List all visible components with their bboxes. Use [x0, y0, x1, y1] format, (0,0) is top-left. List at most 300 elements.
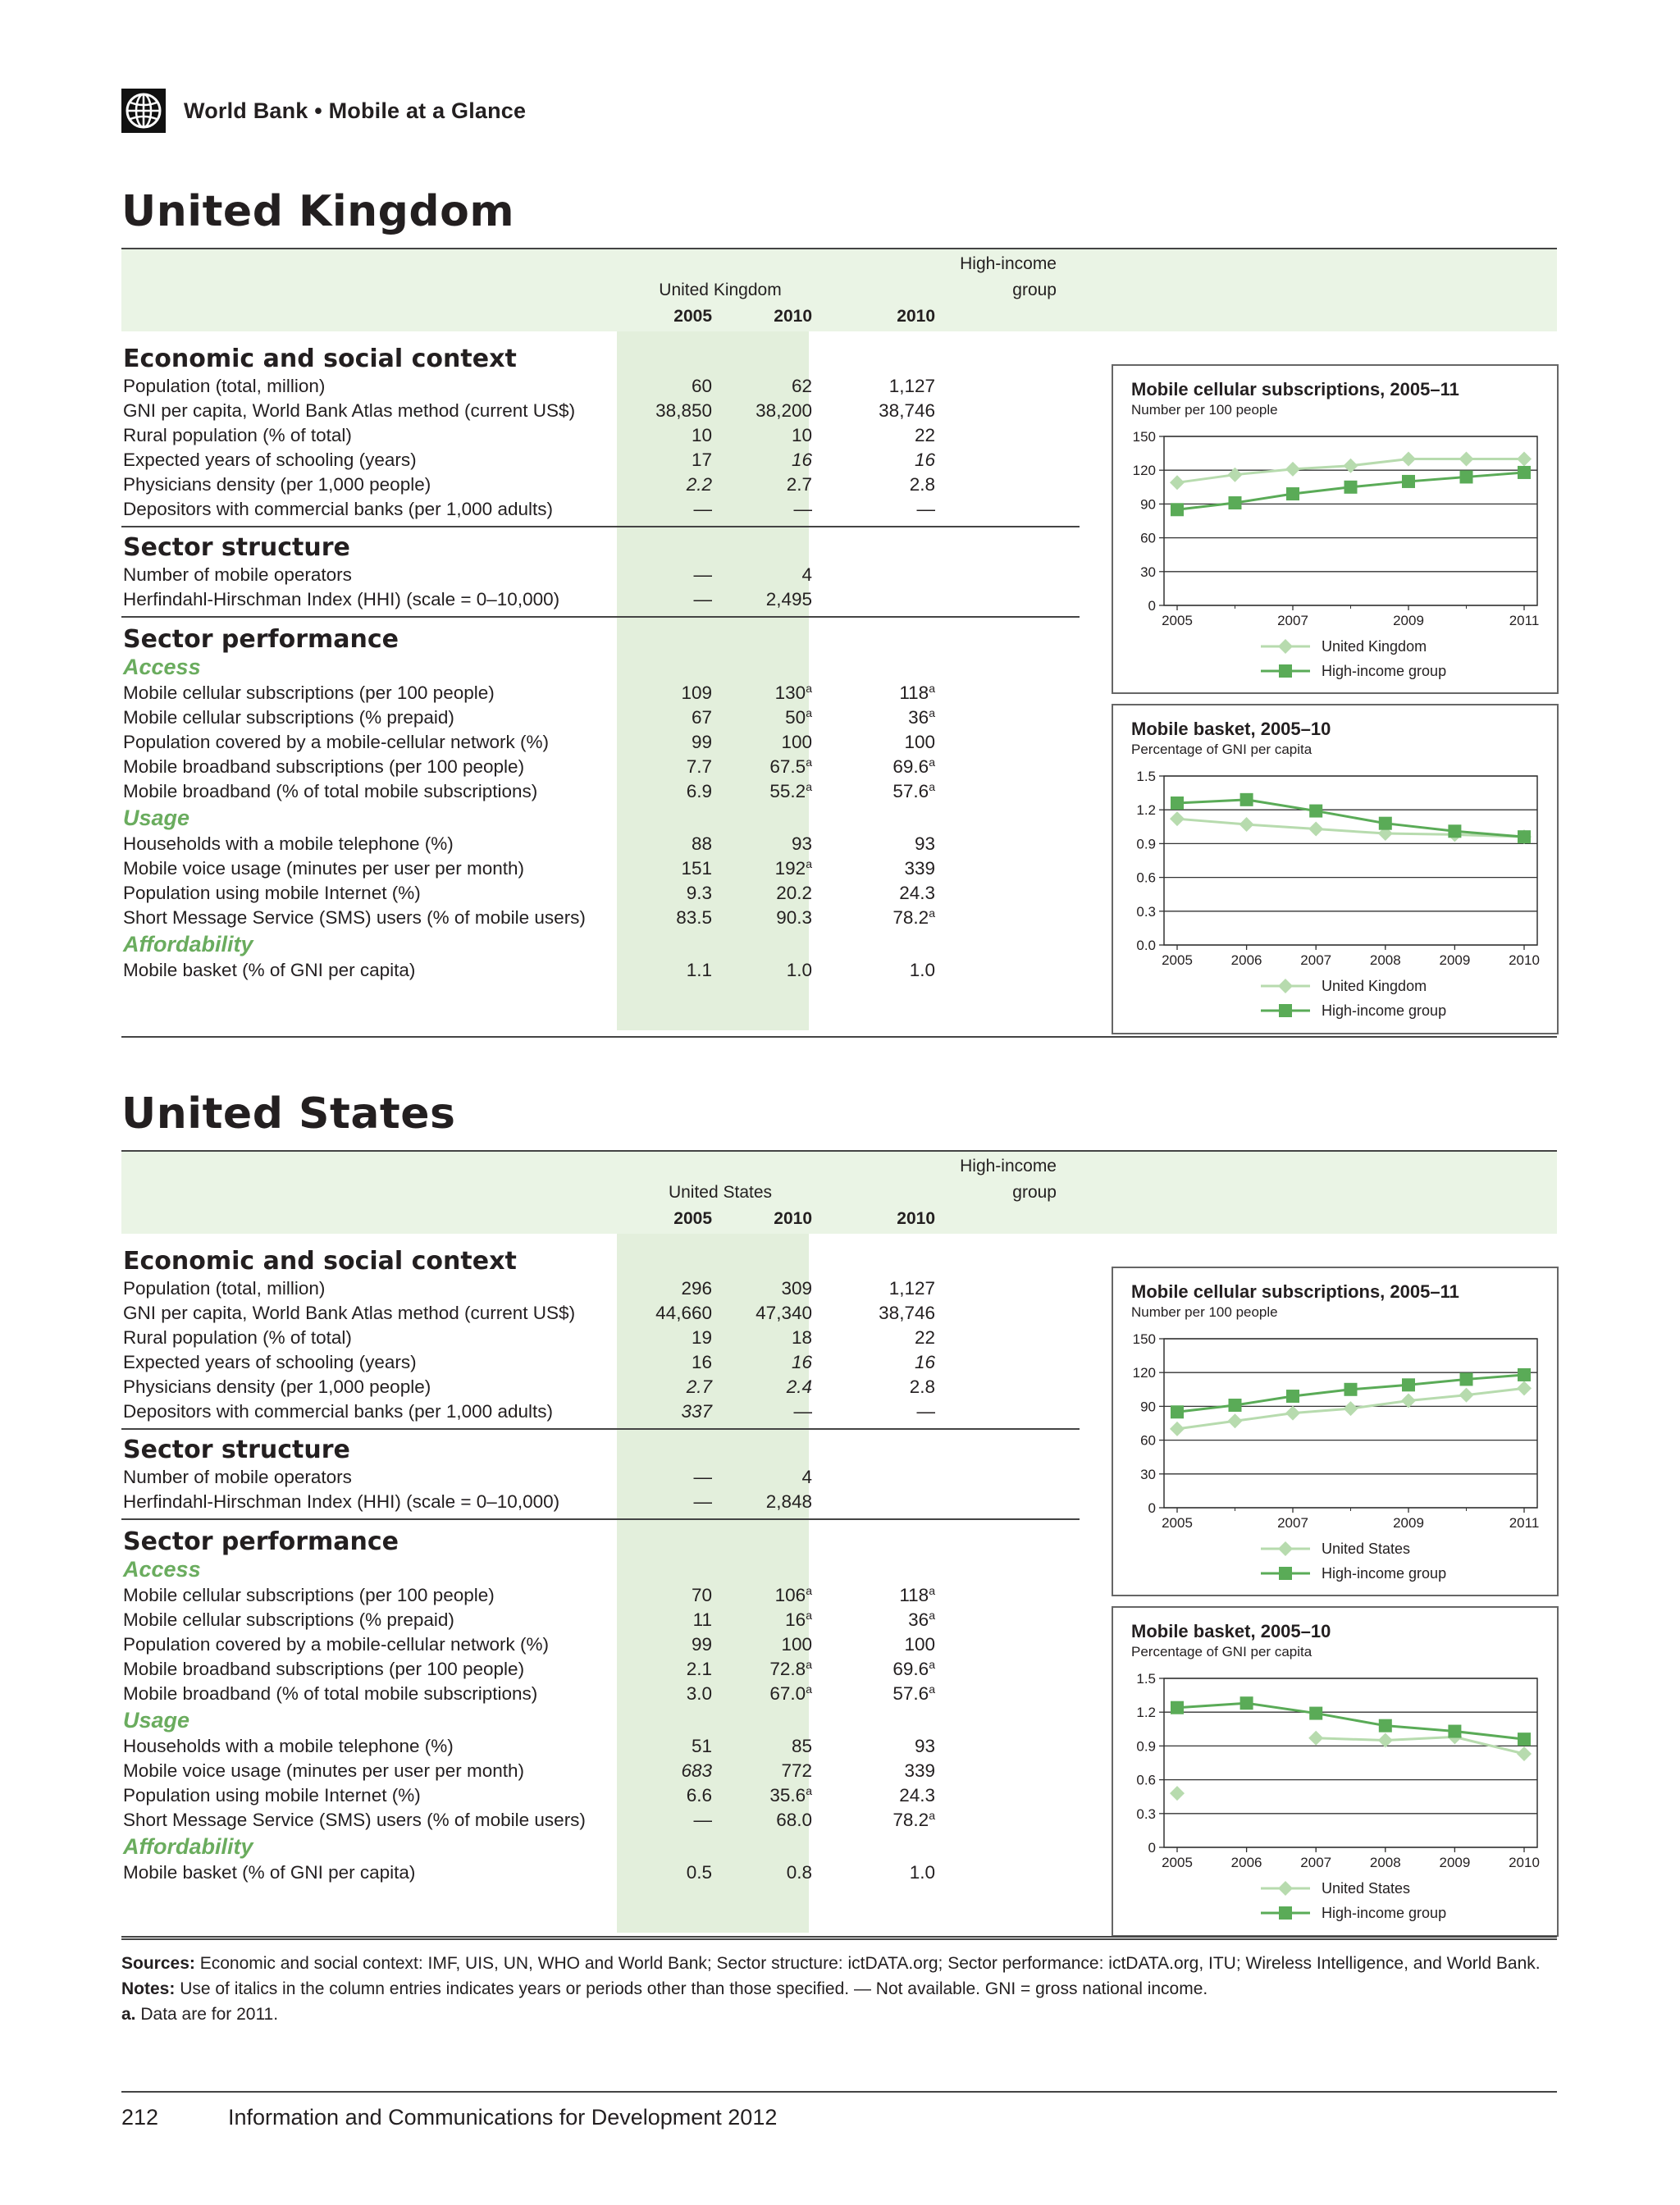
table-row	[121, 1759, 1081, 1783]
value-text: 106	[774, 1585, 806, 1605]
value-text: 0.5	[686, 1862, 712, 1883]
value-text: 339	[904, 858, 935, 879]
row-label: Rural population (% of total)	[123, 425, 352, 445]
sources-label: Sources:	[121, 1954, 195, 1973]
section-title-economic: Economic and social context	[123, 1247, 517, 1276]
row-value-v1	[614, 1860, 712, 1885]
row-value-v3	[837, 1860, 935, 1885]
data-point-diamond	[1170, 475, 1185, 490]
data-point-diamond	[1459, 451, 1474, 466]
section-rule	[121, 616, 1080, 618]
row-value-v1	[614, 1808, 712, 1833]
value-text: 67	[691, 707, 712, 728]
value-text: 2.4	[786, 1376, 812, 1397]
row-value-v2	[714, 1465, 812, 1490]
footnote-a-marker: a	[806, 1584, 812, 1597]
footnote-a-marker: a	[929, 1682, 935, 1696]
row-value-v2	[714, 1326, 812, 1350]
value-text: 24.3	[899, 1785, 935, 1806]
data-point-square	[1344, 481, 1358, 494]
row-value-v1	[614, 563, 712, 587]
row-label: Population covered by a mobile-cellular network (%)	[123, 732, 549, 752]
row-value-v1	[614, 779, 712, 804]
footnote-a-marker: a	[929, 1809, 935, 1822]
value-text: 70	[691, 1585, 712, 1605]
row-value-v1	[614, 423, 712, 448]
value-text: 99	[691, 732, 712, 752]
value-text: 100	[781, 732, 812, 752]
y-tick-label: 1.2	[1136, 802, 1156, 819]
row-value-v3	[837, 1375, 935, 1399]
series-line-2	[1177, 1703, 1524, 1739]
footnote-a-marker: a	[806, 857, 812, 870]
row-value-v1	[614, 1759, 712, 1783]
data-point-diamond	[1308, 822, 1323, 837]
row-label: Mobile broadband subscriptions (per 100 people)	[123, 756, 525, 777]
value-text: 772	[781, 1760, 812, 1781]
data-point-square	[1402, 475, 1415, 488]
y-tick-label: 0.9	[1136, 1738, 1156, 1755]
column-year-2: 2010	[774, 307, 812, 326]
legend-label: High-income group	[1322, 663, 1447, 679]
row-value-v3	[837, 881, 935, 906]
value-text: —	[693, 1810, 712, 1830]
row-value-v2	[714, 705, 812, 730]
row-value-v2	[714, 1350, 812, 1375]
x-tick-label: 2009	[1393, 613, 1424, 628]
x-tick-label: 2010	[1509, 952, 1540, 968]
data-point-diamond	[1285, 462, 1300, 477]
row-value-v1	[614, 1276, 712, 1301]
data-point-diamond	[1228, 1413, 1243, 1428]
value-text: 16	[691, 1352, 712, 1372]
table-row	[121, 1276, 1081, 1301]
chart-title: Mobile cellular subscriptions, 2005–11	[1131, 379, 1459, 399]
row-value-v3	[837, 1734, 935, 1759]
footnote-a-marker: a	[929, 780, 935, 793]
footnote-a-marker: a	[929, 906, 935, 920]
row-value-v1	[614, 1783, 712, 1808]
y-tick-label: 150	[1132, 1331, 1156, 1347]
row-value-v2	[714, 472, 812, 497]
value-text: 67.0	[769, 1683, 806, 1704]
value-text: 309	[781, 1278, 812, 1299]
table-row	[121, 779, 1081, 804]
row-value-v2	[714, 881, 812, 906]
chart-subtitle: Number per 100 people	[1131, 1304, 1278, 1320]
legend-diamond-icon	[1278, 979, 1293, 993]
row-value-v1	[614, 681, 712, 705]
row-value-v3	[837, 472, 935, 497]
table-row	[121, 755, 1081, 779]
header-title: World Bank • Mobile at a Glance	[184, 98, 527, 123]
row-value-v1	[614, 1632, 712, 1657]
value-text: 24.3	[899, 883, 935, 903]
chart-subtitle: Percentage of GNI per capita	[1131, 1644, 1312, 1659]
value-text: —	[916, 1401, 935, 1422]
data-point-square	[1286, 487, 1299, 500]
country-column-label: United Kingdom	[659, 281, 782, 299]
footnote-a-text: Data are for 2011.	[140, 2005, 279, 2024]
footnote-a-marker: a	[806, 1784, 812, 1797]
chart-subtitle: Number per 100 people	[1131, 402, 1278, 418]
chart-plot	[1113, 1608, 1557, 1935]
notes-text: Use of italics in the column entries indicates years or periods other than those specified. — Not available. GNI = gross national income.	[180, 1979, 1208, 1998]
value-text: 99	[691, 1634, 712, 1655]
footer-rule-top	[121, 1936, 1557, 1938]
row-value-v2	[714, 1657, 812, 1682]
data-point-diamond	[1170, 811, 1185, 826]
row-label: Physicians density (per 1,000 people)	[123, 474, 431, 495]
column-year-1: 2005	[673, 307, 712, 326]
value-text: 2,495	[765, 589, 812, 609]
value-text: 19	[691, 1327, 712, 1348]
x-tick-label: 2005	[1162, 613, 1193, 628]
table-row	[121, 1465, 1081, 1490]
x-tick-label: 2007	[1300, 952, 1332, 968]
y-tick-label: 150	[1132, 429, 1156, 445]
group-label: group	[1012, 1183, 1057, 1202]
table-row	[121, 1608, 1081, 1632]
table-row	[121, 1350, 1081, 1375]
table-row	[121, 563, 1081, 587]
value-text: 38,200	[756, 400, 812, 421]
data-point-square	[1171, 1701, 1184, 1714]
row-label: Number of mobile operators	[123, 1467, 352, 1487]
row-value-v1	[614, 374, 712, 399]
row-value-v3	[837, 832, 935, 856]
table-row	[121, 1860, 1081, 1885]
row-value-v1	[614, 1657, 712, 1682]
table-row	[121, 906, 1081, 930]
page-header	[121, 89, 526, 133]
table-row	[121, 705, 1081, 730]
value-text: 17	[691, 450, 712, 470]
value-text: 118	[899, 682, 929, 703]
footnote-a-marker: a	[929, 1584, 935, 1597]
value-text: 3.0	[686, 1683, 712, 1704]
row-value-v2	[714, 1490, 812, 1514]
data-point-square	[1171, 503, 1184, 516]
row-value-v2	[714, 399, 812, 423]
country-column-label: United States	[668, 1183, 773, 1202]
section-rule	[121, 1428, 1080, 1430]
row-value-v1	[614, 472, 712, 497]
data-point-diamond	[1517, 1746, 1532, 1761]
high-income-label: High-income	[960, 254, 1057, 273]
section-title-economic: Economic and social context	[123, 345, 517, 373]
row-value-v3	[837, 399, 935, 423]
value-text: 6.9	[686, 781, 712, 801]
row-label: Rural population (% of total)	[123, 1327, 352, 1348]
block-bottom-rule	[121, 1938, 1557, 1940]
row-label: Households with a mobile telephone (%)	[123, 1736, 454, 1756]
value-text: 2.1	[686, 1659, 712, 1679]
y-tick-label: 1.2	[1136, 1705, 1156, 1721]
y-tick-label: 0.6	[1136, 870, 1156, 886]
value-text: 67.5	[769, 756, 806, 777]
table-row	[121, 1783, 1081, 1808]
value-text: 1.0	[909, 960, 935, 980]
row-value-v2	[714, 1608, 812, 1632]
data-point-square	[1518, 466, 1531, 479]
data-point-square	[1460, 1372, 1473, 1386]
row-label: Expected years of schooling (years)	[123, 1352, 417, 1372]
value-text: 2,848	[765, 1491, 812, 1512]
row-value-v1	[614, 1490, 712, 1514]
subsection-affordability: Affordability	[123, 932, 253, 956]
chart-plot	[1113, 1268, 1557, 1595]
value-text: 192	[774, 858, 806, 879]
row-value-v1	[614, 832, 712, 856]
row-label: Mobile voice usage (minutes per user per month)	[123, 858, 524, 879]
row-label: Population using mobile Internet (%)	[123, 1785, 421, 1806]
table-row	[121, 958, 1081, 983]
row-label: Short Message Service (SMS) users (% of mobile users)	[123, 907, 586, 928]
subscriptions-chart	[1112, 364, 1559, 694]
data-point-square	[1229, 1399, 1242, 1412]
value-text: 16	[914, 1352, 935, 1372]
value-text: 16	[914, 450, 935, 470]
column-year-3: 2010	[897, 307, 935, 326]
x-tick-label: 2005	[1162, 952, 1193, 968]
x-tick-label: 2008	[1369, 952, 1401, 968]
row-value-v3	[837, 423, 935, 448]
value-text: 38,746	[879, 400, 935, 421]
data-point-square	[1448, 1725, 1461, 1738]
value-text: 16	[791, 450, 812, 470]
row-value-v3	[837, 1682, 935, 1706]
x-tick-label: 2009	[1439, 1855, 1471, 1870]
row-value-v1	[614, 448, 712, 472]
table-row	[121, 1375, 1081, 1399]
data-point-diamond	[1517, 451, 1532, 466]
data-point-square	[1309, 805, 1322, 818]
value-text: 90.3	[776, 907, 812, 928]
subsection-usage: Usage	[123, 806, 190, 830]
row-value-v3	[837, 755, 935, 779]
row-value-v1	[614, 705, 712, 730]
row-value-v3	[837, 730, 935, 755]
value-text: 10	[791, 425, 812, 445]
data-point-square	[1460, 470, 1473, 483]
row-value-v2	[714, 1276, 812, 1301]
value-text: 78.2	[892, 907, 929, 928]
y-tick-label: 120	[1132, 1365, 1156, 1381]
data-point-diamond	[1344, 459, 1358, 473]
row-value-v1	[614, 1326, 712, 1350]
value-text: 78.2	[892, 1810, 929, 1830]
data-point-square	[1518, 830, 1531, 843]
row-label: Mobile broadband (% of total mobile subscriptions)	[123, 1683, 538, 1704]
row-label: Population (total, million)	[123, 376, 326, 396]
footnote-a-marker: a	[806, 1658, 812, 1671]
data-point-square	[1518, 1368, 1531, 1381]
value-text: 9.3	[686, 883, 712, 903]
y-tick-label: 0.6	[1136, 1772, 1156, 1788]
row-value-v1	[614, 755, 712, 779]
row-label: Mobile broadband subscriptions (per 100 people)	[123, 1659, 525, 1679]
mobile-basket-chart	[1112, 1606, 1559, 1937]
table-row	[121, 856, 1081, 881]
table-row	[121, 1734, 1081, 1759]
subscriptions-chart	[1112, 1267, 1559, 1596]
value-text: 7.7	[686, 756, 712, 777]
subsection-access: Access	[123, 1557, 201, 1582]
value-text: 44,660	[655, 1303, 712, 1323]
row-label: Number of mobile operators	[123, 564, 352, 585]
data-point-diamond	[1459, 1388, 1474, 1403]
table-row	[121, 423, 1081, 448]
value-text: 51	[691, 1736, 712, 1756]
row-value-v2	[714, 779, 812, 804]
data-point-square	[1240, 793, 1253, 806]
chart-title: Mobile basket, 2005–10	[1131, 719, 1331, 739]
row-value-v3	[837, 906, 935, 930]
value-text: 69.6	[892, 756, 929, 777]
value-text: —	[693, 1491, 712, 1512]
row-value-v3	[837, 958, 935, 983]
value-text: 10	[691, 425, 712, 445]
value-text: 6.6	[686, 1785, 712, 1806]
chart-title: Mobile basket, 2005–10	[1131, 1621, 1331, 1641]
value-text: 57.6	[892, 1683, 929, 1704]
subsection-affordability: Affordability	[123, 1834, 253, 1859]
row-label: Population covered by a mobile-cellular network (%)	[123, 1634, 549, 1655]
row-value-v3	[837, 779, 935, 804]
page-number: 212	[121, 2105, 159, 2130]
row-value-v1	[614, 730, 712, 755]
footnote-a-label: a.	[121, 2005, 136, 2024]
row-value-v3	[837, 1608, 935, 1632]
data-point-diamond	[1401, 451, 1416, 466]
section-title-structure: Sector structure	[123, 1436, 350, 1464]
chart-title: Mobile cellular subscriptions, 2005–11	[1131, 1281, 1459, 1302]
value-text: 2.7	[786, 474, 812, 495]
mobile-basket-chart	[1112, 704, 1559, 1034]
row-label: Population using mobile Internet (%)	[123, 883, 421, 903]
value-text: 18	[791, 1327, 812, 1348]
value-text: 1.0	[786, 960, 812, 980]
data-point-square	[1309, 1707, 1322, 1720]
value-text: 151	[681, 858, 712, 879]
table-row	[121, 1399, 1081, 1424]
value-text: 20.2	[776, 883, 812, 903]
x-tick-label: 2009	[1439, 952, 1471, 968]
row-value-v1	[614, 587, 712, 612]
value-text: 36	[908, 1609, 929, 1630]
row-value-v1	[614, 1399, 712, 1424]
value-text: —	[693, 1467, 712, 1487]
footer-rule-bottom	[121, 2091, 1557, 2093]
y-tick-label: 0.3	[1136, 903, 1156, 920]
chart-plot	[1113, 366, 1557, 692]
y-tick-label: 0.3	[1136, 1806, 1156, 1822]
country-title: United States	[121, 1089, 456, 1139]
y-tick-label: 0	[1148, 1840, 1156, 1856]
row-label: Mobile cellular subscriptions (per 100 people)	[123, 682, 495, 703]
table-row	[121, 1301, 1081, 1326]
section-title-structure: Sector structure	[123, 533, 350, 562]
value-text: 683	[681, 1760, 712, 1781]
x-tick-label: 2007	[1277, 1515, 1308, 1531]
country-block	[121, 187, 1557, 1040]
data-point-square	[1518, 1732, 1531, 1746]
footer-notes	[121, 1951, 1557, 2027]
legend-diamond-icon	[1278, 1541, 1293, 1556]
value-text: 55.2	[769, 781, 806, 801]
value-text: 35.6	[769, 1785, 806, 1806]
row-value-v1	[614, 958, 712, 983]
x-tick-label: 2005	[1162, 1855, 1193, 1870]
data-point-square	[1171, 1405, 1184, 1418]
value-text: 83.5	[676, 907, 712, 928]
table-row	[121, 399, 1081, 423]
column-year-2: 2010	[774, 1209, 812, 1228]
value-text: 100	[904, 1634, 935, 1655]
column-year-3: 2010	[897, 1209, 935, 1228]
value-text: 60	[691, 376, 712, 396]
value-text: 16	[785, 1609, 806, 1630]
legend-square-icon	[1279, 1004, 1292, 1017]
y-tick-label: 120	[1132, 463, 1156, 479]
y-tick-label: 1.5	[1136, 1671, 1156, 1687]
table-row	[121, 1657, 1081, 1682]
data-point-square	[1402, 1378, 1415, 1391]
data-point-square	[1379, 817, 1392, 830]
group-label: group	[1012, 281, 1057, 299]
row-label: Depositors with commercial banks (per 1,000 adults)	[123, 1401, 553, 1422]
x-tick-label: 2007	[1300, 1855, 1332, 1870]
value-text: 109	[681, 682, 712, 703]
value-text: 93	[914, 1736, 935, 1756]
legend-label: High-income group	[1322, 1905, 1447, 1921]
legend-label: United Kingdom	[1322, 638, 1427, 655]
row-value-v3	[837, 681, 935, 705]
x-tick-label: 2006	[1230, 1855, 1262, 1870]
row-value-v1	[614, 1375, 712, 1399]
row-value-v2	[714, 1734, 812, 1759]
value-text: 57.6	[892, 781, 929, 801]
row-value-v3	[837, 1583, 935, 1608]
data-point-diamond	[1344, 1401, 1358, 1416]
y-tick-label: 1.5	[1136, 769, 1156, 784]
value-text: 2.8	[909, 1376, 935, 1397]
row-label: Population (total, million)	[123, 1278, 326, 1299]
row-value-v2	[714, 1783, 812, 1808]
y-tick-label: 0	[1148, 598, 1156, 614]
y-tick-label: 60	[1140, 530, 1156, 546]
country-block	[121, 1089, 1557, 1942]
subsection-access: Access	[123, 655, 201, 679]
block-bottom-rule	[121, 1036, 1557, 1038]
value-text: —	[916, 499, 935, 519]
section-rule	[121, 1518, 1080, 1520]
row-value-v1	[614, 1583, 712, 1608]
row-label: Mobile cellular subscriptions (% prepaid)	[123, 1609, 454, 1630]
footnote-a-marker: a	[806, 706, 812, 719]
footnote-a-marker: a	[806, 1609, 812, 1622]
legend-square-icon	[1279, 1567, 1292, 1580]
row-value-v1	[614, 1465, 712, 1490]
value-text: 1.0	[909, 1862, 935, 1883]
data-point-diamond	[1170, 1786, 1185, 1801]
row-value-v3	[837, 497, 935, 522]
notes-label: Notes:	[121, 1979, 176, 1998]
chart-subtitle: Percentage of GNI per capita	[1131, 742, 1312, 757]
value-text: 118	[899, 1585, 929, 1605]
table-row	[121, 497, 1081, 522]
